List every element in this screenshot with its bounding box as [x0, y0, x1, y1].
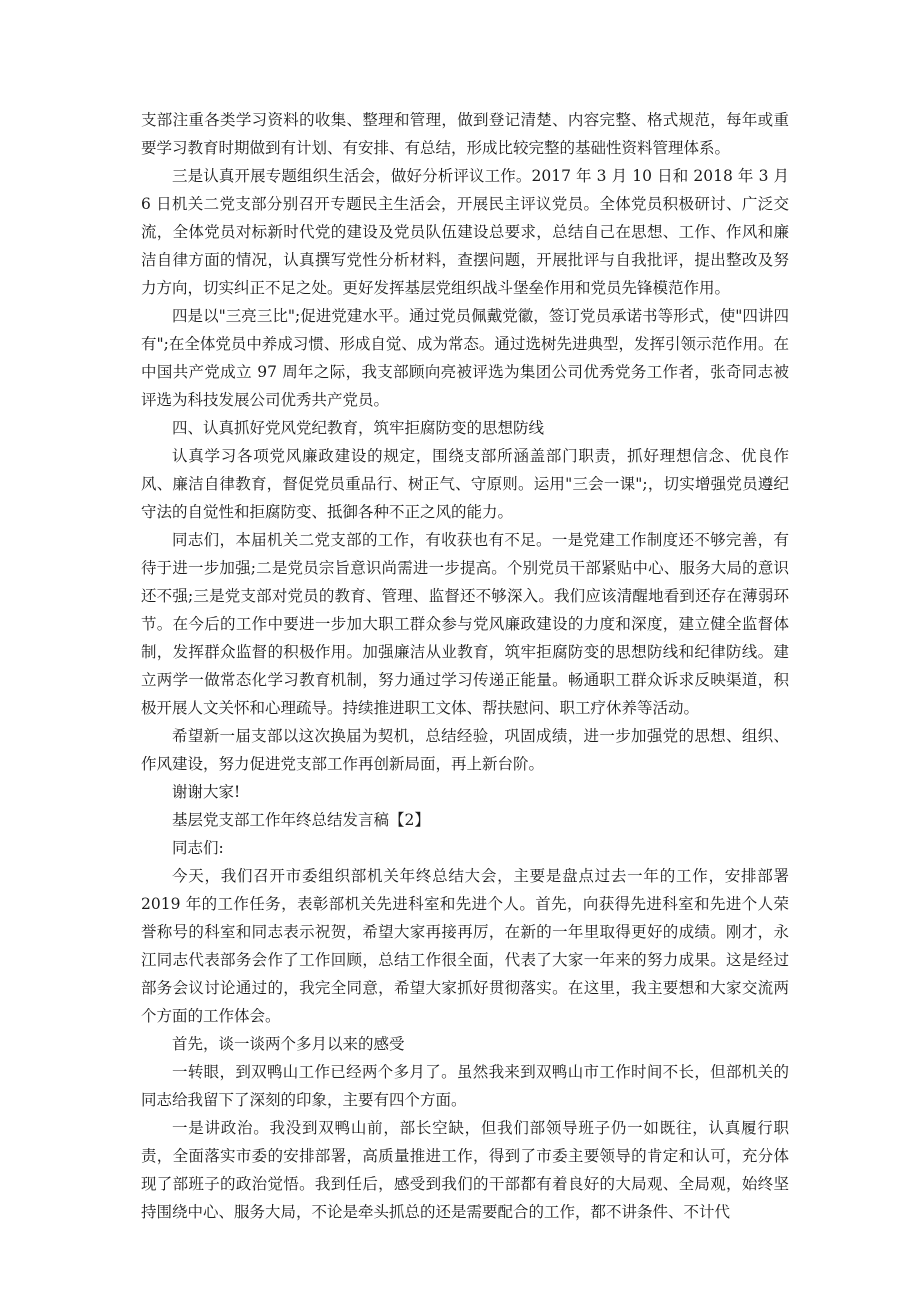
- article-title: 基层党支部工作年终总结发言稿【2】: [172, 811, 430, 829]
- paragraph: 支部注重各类学习资料的收集、整理和管理，做到登记清楚、内容完整、格式规范，每年或重要学习教育时期做到有计划、有安排、有总结，形成比较完整的基础性资料管理体系。: [141, 111, 789, 157]
- section-heading: 四、认真抓好党风党纪教育，筑牢拒腐防变的思想防线: [172, 419, 545, 437]
- paragraph: 同志们，本届机关二党支部的工作，有收获也有不足。一是党建工作制度还不够完善，有待于进一步加强;二是党员宗旨意识尚需进一步提高。个别党员干部紧贴中心、服务大局的意识还不强;三是党支部对党员的教育、管理、监督还不够深入。我们应该清醒地看到还存在薄弱环节。在今后的工作中要进一步加大职工群众参与党风廉政建设的力度和深度，建立健全监督体制，发挥群众监督的积极作用。加强廉洁从业教育，筑牢拒腐防变的思想防线和纪律防线。建立两学一做常态化学习教育机制，努力通过学习传递正能量。畅通职工群众诉求反映渠道，积极开展人文关怀和心理疏导。持续推进职工文体、帮扶慰问、职工疗休养等活动。: [141, 531, 789, 717]
- section-heading: 首先，谈一谈两个多月以来的感受: [172, 1035, 405, 1053]
- paragraph: 四是以"三亮三比";促进党建水平。通过党员佩戴党徽，签订党员承诺书等形式，使"四讲四有";在全体党员中养成习惯、形成自觉、成为常态。通过选树先进典型，发挥引领示范作用。在中国共产党成立 97 周年之际，我支部顾向亮被评选为集团公司优秀党务工作者，张奇同志被评选为科技发展公司优秀共产党员。: [141, 307, 789, 409]
- paragraph: 认真学习各项党风廉政建设的规定，围绕支部所涵盖部门职责，抓好理想信念、优良作风、廉洁自律教育，督促党员重品行、树正气、守原则。运用"三会一课";，切实增强党员遵纪守法的自觉性和拒腐防变、抵御各种不正之风的能力。: [141, 447, 789, 521]
- closing-line: 谢谢大家!: [172, 783, 241, 801]
- salutation: 同志们:: [172, 839, 224, 857]
- paragraph: 一是讲政治。我没到双鸭山前，部长空缺，但我们部领导班子仍一如既往，认真履行职责，全面落实市委的安排部署，高质量推进工作，得到了市委主要领导的肯定和认可，充分体现了部班子的政治觉悟。我到任后，感受到我们的干部都有着良好的大局观、全局观，始终坚持围绕中心、服务大局，不论是牵头抓总的还是需要配合的工作，都不讲条件、不计代: [141, 1119, 789, 1221]
- paragraph: 今天，我们召开市委组织部机关年终总结大会，主要是盘点过去一年的工作，安排部署 2019 年的工作任务，表彰部机关先进科室和先进个人。首先，向获得先进科室和先进个人荣誉称号的科室和同志表示祝贺，希望大家再接再厉，在新的一年里取得更好的成绩。刚才，永江同志代表部务会作了工作回顾，总结工作很全面，代表了大家一年来的努力成果。这是经过部务会议讨论通过的，我完全同意，希望大家抓好贯彻落实。在这里，我主要想和大家交流两个方面的工作体会。: [141, 867, 789, 1025]
- document-body: [141, 106, 789, 1226]
- paragraph: 一转眼，到双鸭山工作已经两个多月了。虽然我来到双鸭山市工作时间不长，但部机关的同志给我留下了深刻的印象，主要有四个方面。: [141, 1063, 789, 1109]
- paragraph: 三是认真开展专题组织生活会，做好分析评议工作。2017 年 3 月 10 日和 2018 年 3 月 6 日机关二党支部分别召开专题民主生活会，开展民主评议党员。全体党员积极研讨、广泛交流，全体党员对标新时代党的建设及党员队伍建设总要求，总结自己在思想、工作、作风和廉洁自律方面的情况，认真撰写党性分析材料，查摆问题，开展批评与自我批评，提出整改及努力方向，切实纠正不足之处。更好发挥基层党组织战斗堡垒作用和党员先锋模范作用。: [141, 167, 789, 297]
- paragraph: 希望新一届支部以这次换届为契机，总结经验，巩固成绩，进一步加强党的思想、组织、作风建设，努力促进党支部工作再创新局面，再上新台阶。: [141, 727, 789, 773]
